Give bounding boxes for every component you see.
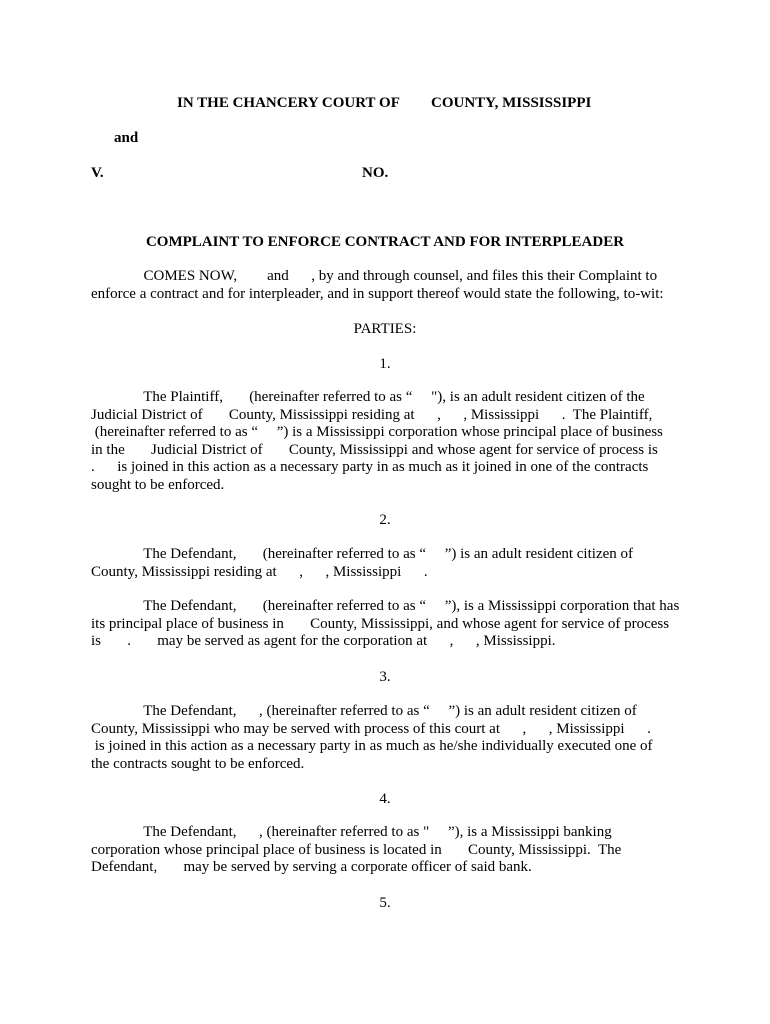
section-paragraph <box>91 824 691 877</box>
paragraph-line: in the Judicial District of County, Mississippi and whose agent for service of process is <box>91 441 658 458</box>
paragraph-line: is joined in this action as a necessary party in as much as he/she individually executed one of <box>91 738 653 754</box>
document-title: COMPLAINT TO ENFORCE CONTRACT AND FOR INTERPLEADER <box>145 234 625 250</box>
section-number: 2. <box>379 512 391 528</box>
section-number: 5. <box>379 895 391 911</box>
section-number: 3. <box>379 669 391 685</box>
paragraph-line: The Defendant, , (hereinafter referred to as " ”), is a Mississippi banking <box>91 824 612 840</box>
paragraph-line: Judicial District of County, Mississippi residing at , , Mississippi . The Plaintiff, <box>91 406 653 423</box>
paragraph-line: . is joined in this action as a necessary party in as much as it joined in one of the contracts <box>91 459 649 475</box>
parties-and-label: and <box>114 130 139 146</box>
paragraph-line: the contracts sought to be enforced. <box>91 755 305 772</box>
paragraph-line: Defendant, may be served by serving a corporate officer of said bank. <box>91 859 532 875</box>
intro-paragraph <box>91 268 691 303</box>
paragraph-line: County, Mississippi who may be served with process of this court at , , Mississippi . <box>91 720 651 737</box>
intro-line: enforce a contract and for interpleader, and in support thereof would state the following, to-wit: <box>91 285 664 302</box>
paragraph-line: is . may be served as agent for the corporation at , , Mississippi. <box>91 633 556 649</box>
paragraph-line: The Plaintiff, (hereinafter referred to as “ "), is an adult resident citizen of the <box>91 389 645 405</box>
section-paragraph <box>91 703 691 773</box>
paragraph-line: The Defendant, (hereinafter referred to as “ ”), is a Mississippi corporation that has <box>91 598 680 614</box>
case-number-label: NO. <box>362 165 389 181</box>
section-number: 1. <box>379 356 391 372</box>
paragraph-line: The Defendant, (hereinafter referred to as “ ”) is an adult resident citizen of <box>91 546 633 562</box>
section-paragraph <box>91 389 691 494</box>
paragraph-line: The Defendant, , (hereinafter referred to as “ ”) is an adult resident citizen of <box>91 703 637 719</box>
paragraph-line: County, Mississippi residing at , , Mississippi . <box>91 563 428 580</box>
court-heading-right: COUNTY, MISSISSIPPI <box>431 95 592 111</box>
section-paragraph <box>91 546 691 581</box>
paragraph-line: its principal place of business in County, Mississippi, and whose agent for service of process <box>91 615 670 632</box>
versus-label: V. <box>91 165 104 181</box>
court-heading-left: IN THE CHANCERY COURT OF <box>177 95 400 111</box>
section-number: 4. <box>379 791 391 807</box>
paragraph-line: (hereinafter referred to as “ ”) is a Mississippi corporation whose principal place of business <box>91 424 663 440</box>
intro-line: COMES NOW, and , by and through counsel, and files this their Complaint to <box>91 268 658 284</box>
parties-heading: PARTIES: <box>353 321 417 337</box>
paragraph-line: corporation whose principal place of business is located in County, Mississippi. The <box>91 841 622 858</box>
section-paragraph <box>91 598 691 651</box>
paragraph-line: sought to be enforced. <box>91 476 225 493</box>
